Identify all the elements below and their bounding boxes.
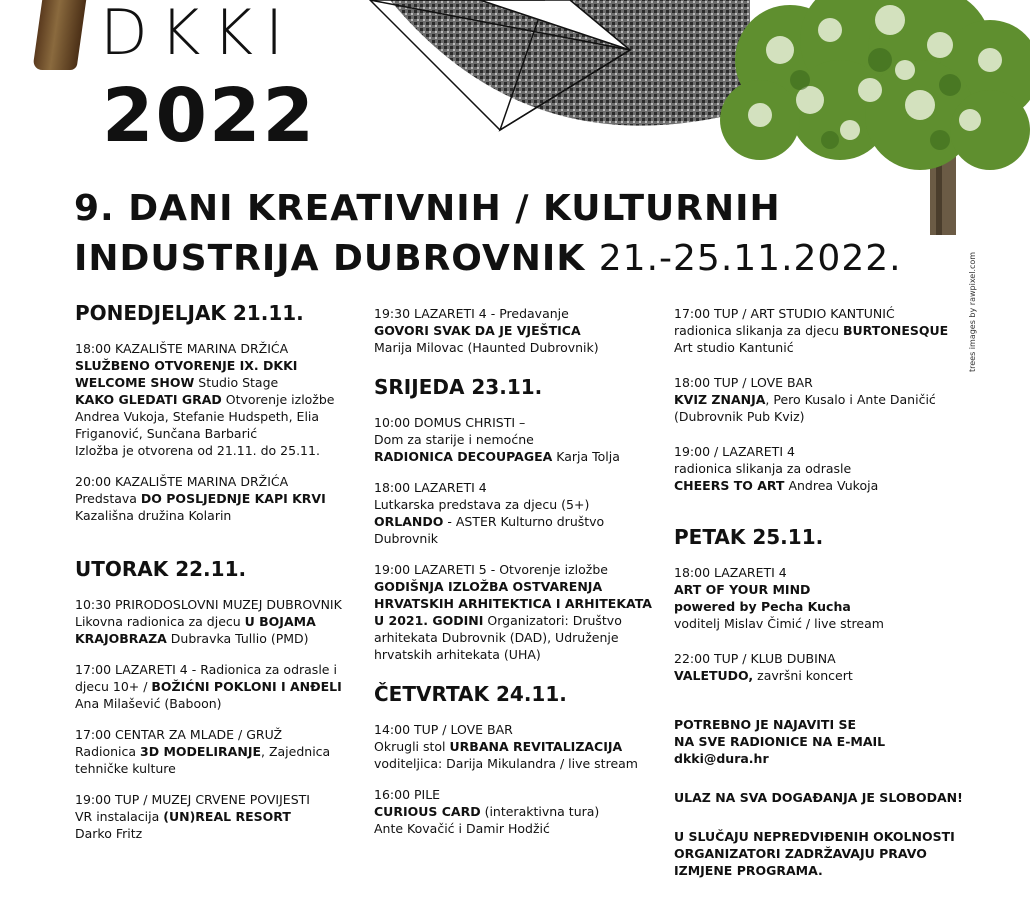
- event-detail: hrvatskih arhitekata (UHA): [374, 647, 541, 662]
- event-line: [374, 448, 664, 465]
- event-line: [374, 612, 664, 629]
- free-entry-notice: ULAZ NA SVA DOGAĐANJA JE SLOBODAN!: [674, 790, 963, 805]
- event-time-venue: 18:00 LAZARETI 4: [674, 565, 787, 580]
- event-title: KRAJOBRAZA: [75, 631, 167, 646]
- event-line: [674, 477, 964, 494]
- event-detail: Ana Milašević (Baboon): [75, 696, 222, 711]
- event-time-venue: 10:30 PRIRODOSLOVNI MUZEJ DUBROVNIK: [75, 597, 342, 612]
- event-time-venue: 14:00 TUP / LOVE BAR: [374, 722, 513, 737]
- event-time-venue: 19:00 / LAZARETI 4: [674, 444, 795, 459]
- geometric-collage-illustration: [330, 0, 750, 160]
- event-title: BOŽIĆNI POKLONI I ANĐELI: [151, 679, 342, 694]
- event-detail: arhitekata Dubrovnik (DAD), Udruženje: [374, 630, 619, 645]
- event-detail: Organizatori: Društvo: [483, 613, 622, 628]
- event-detail: Likovna radionica za djecu: [75, 614, 245, 629]
- event-time-venue: 18:00 TUP / LOVE BAR: [674, 375, 813, 390]
- event-title: U 2021. GODINI: [374, 613, 484, 628]
- event-item: [674, 650, 964, 684]
- contact-email: dkki@dura.hr: [674, 751, 769, 766]
- event-detail: Otvorenje izložbe: [221, 392, 335, 407]
- event-detail: Friganović, Sunčana Barbarić: [75, 426, 258, 441]
- event-line: [75, 678, 365, 695]
- event-detail: Ante Kovačić i Damir Hodžić: [374, 821, 550, 836]
- event-time-venue: 19:30 LAZARETI 4 - Predavanje: [374, 306, 569, 321]
- event-title: 3D MODELIRANJE: [140, 744, 262, 759]
- event-time-venue: 17:00 LAZARETI 4 - Radionica za odrasle i: [75, 662, 337, 677]
- notice-line: ORGANIZATORI ZADRŽAVAJU PRAVO: [674, 846, 927, 861]
- event-detail: Radionica: [75, 744, 141, 759]
- event-title: ART OF YOUR MIND: [674, 582, 811, 597]
- event-line: [75, 391, 365, 408]
- event-line: [674, 322, 964, 339]
- day-heading: PONEDJELJAK 21.11.: [75, 301, 304, 325]
- event-item: [75, 473, 365, 524]
- day-heading: UTORAK 22.11.: [75, 557, 247, 581]
- day-heading: SRIJEDA 23.11.: [374, 375, 543, 399]
- event-title: KAKO GLEDATI GRAD: [75, 392, 222, 407]
- event-detail: Izložba je otvorena od 21.11. do 25.11.: [75, 443, 320, 458]
- event-item: [674, 443, 964, 494]
- headline: [74, 184, 902, 284]
- event-time-venue: 17:00 TUP / ART STUDIO KANTUNIĆ: [674, 306, 895, 321]
- event-line: [75, 613, 365, 630]
- event-detail: (interaktivna tura): [480, 804, 600, 819]
- event-title: WELCOME SHOW: [75, 375, 195, 390]
- event-detail: Lutkarska predstava za djecu (5+): [374, 497, 590, 512]
- notice-line: IZMJENE PROGRAMA.: [674, 863, 823, 878]
- event-detail: Andrea Vukoja, Stefanie Hudspeth, Elia: [75, 409, 320, 424]
- event-item: [75, 596, 365, 647]
- event-detail: Darko Fritz: [75, 826, 143, 841]
- event-detail: Studio Stage: [194, 375, 279, 390]
- event-line: [374, 513, 664, 530]
- logo-year: 2022: [102, 73, 316, 159]
- event-item: [374, 479, 664, 547]
- event-detail: radionica slikanja za odrasle: [674, 461, 852, 476]
- event-detail: Dubrovnik: [374, 531, 439, 546]
- event-item: [674, 305, 964, 356]
- event-item: [374, 721, 664, 772]
- event-detail: završni koncert: [753, 668, 853, 683]
- event-item: [75, 340, 365, 459]
- event-time-venue: 19:00 LAZARETI 5 - Otvorenje izložbe: [374, 562, 608, 577]
- event-line: [674, 391, 964, 408]
- program-change-notice: [674, 828, 964, 879]
- event-detail: djecu 10+ /: [75, 679, 152, 694]
- event-line: [374, 738, 664, 755]
- headline-dates: 21.-25.11.2022.: [598, 238, 902, 279]
- event-line: [75, 630, 365, 647]
- tree-trunk-illustration: [32, 0, 87, 70]
- program-column-2: [374, 305, 664, 851]
- registration-notice: [674, 716, 964, 767]
- event-title: HRVATSKIH ARHITEKTICA I ARHITEKATA: [374, 596, 652, 611]
- headline-city: INDUSTRIJA DUBROVNIK: [74, 238, 586, 279]
- event-title: DO POSLJEDNJE KAPI KRVI: [140, 491, 326, 506]
- event-detail: Dom za starije i nemoćne: [374, 432, 534, 447]
- event-item: [374, 305, 664, 356]
- event-title: VALETUDO,: [674, 668, 754, 683]
- event-title: CURIOUS CARD: [374, 804, 481, 819]
- event-time-venue: 22:00 TUP / KLUB DUBINA: [674, 651, 836, 666]
- event-time-venue: 16:00 PILE: [374, 787, 441, 802]
- event-detail: (Dubrovnik Pub Kviz): [674, 409, 805, 424]
- event-item: [75, 661, 365, 712]
- image-credit: trees images by rawpixel.com: [968, 251, 977, 372]
- event-title: SLUŽBENO OTVORENJE IX. DKKI: [75, 358, 298, 373]
- event-detail: Okrugli stol: [374, 739, 450, 754]
- day-heading: PETAK 25.11.: [674, 525, 824, 549]
- day-heading: ČETVRTAK 24.11.: [374, 682, 567, 706]
- event-title: powered by Pecha Kucha: [674, 599, 851, 614]
- event-detail: voditelj Mislav Čimić / live stream: [674, 616, 884, 631]
- event-time-venue: 17:00 CENTAR ZA MLADE / GRUŽ: [75, 727, 283, 742]
- event-detail: radionica slikanja za djecu: [674, 323, 843, 338]
- event-detail: Marija Milovac (Haunted Dubrovnik): [374, 340, 599, 355]
- event-line: [75, 743, 365, 760]
- event-item: [674, 374, 964, 425]
- headline-line-1: 9. DANI KREATIVNIH / KULTURNIH: [74, 188, 781, 229]
- event-title: GODIŠNJA IZLOŽBA OSTVARENJA: [374, 579, 603, 594]
- event-title: U BOJAMA: [244, 614, 316, 629]
- event-detail: Dubravka Tullio (PMD): [166, 631, 309, 646]
- event-title: (UN)REAL RESORT: [163, 809, 291, 824]
- event-detail: - ASTER Kulturno društvo: [443, 514, 605, 529]
- event-title: CHEERS TO ART: [674, 478, 785, 493]
- event-time-venue: 19:00 TUP / MUZEJ CRVENE POVIJESTI: [75, 792, 310, 807]
- event-time-venue: 18:00 KAZALIŠTE MARINA DRŽIĆA: [75, 341, 289, 356]
- event-title: ORLANDO: [374, 514, 444, 529]
- event-title: URBANA REVITALIZACIJA: [449, 739, 623, 754]
- event-item: [674, 564, 964, 632]
- headline-line-2: [74, 234, 902, 284]
- notice-line: NA SVE RADIONICE NA E-MAIL: [674, 734, 886, 749]
- event-item: [374, 561, 664, 663]
- event-detail: tehničke kulture: [75, 761, 176, 776]
- program-column-1: [75, 300, 365, 856]
- event-detail: Art studio Kantunić: [674, 340, 794, 355]
- event-detail: Karja Tolja: [552, 449, 620, 464]
- event-line: [75, 490, 365, 507]
- event-item: [374, 786, 664, 837]
- event-detail: VR instalacija: [75, 809, 164, 824]
- event-title: KVIZ ZNANJA: [674, 392, 766, 407]
- event-item: [75, 791, 365, 842]
- program-column-3: [674, 305, 964, 901]
- event-title: GOVORI SVAK DA JE VJEŠTICA: [374, 323, 581, 338]
- event-line: [374, 803, 664, 820]
- event-item: [75, 726, 365, 777]
- event-item: [374, 414, 664, 465]
- event-detail: Andrea Vukoja: [784, 478, 879, 493]
- event-title: BURTONESQUE: [842, 323, 949, 338]
- event-time-venue: 18:00 LAZARETI 4: [374, 480, 487, 495]
- event-line: [75, 808, 365, 825]
- event-line: [75, 374, 365, 391]
- event-line: [674, 667, 964, 684]
- notice-line: U SLUČAJU NEPREDVIĐENIH OKOLNOSTI: [674, 829, 955, 844]
- notice-line: POTREBNO JE NAJAVITI SE: [674, 717, 856, 732]
- event-title: RADIONICA DECOUPAGEA: [374, 449, 553, 464]
- logo-acronym: DKKI: [100, 0, 296, 69]
- event-detail: , Pero Kusalo i Ante Daničić: [765, 392, 936, 407]
- event-detail: Predstava: [75, 491, 141, 506]
- event-detail: Kazališna družina Kolarin: [75, 508, 232, 523]
- event-time-venue: 20:00 KAZALIŠTE MARINA DRŽIĆA: [75, 474, 289, 489]
- event-time-venue: 10:00 DOMUS CHRISTI –: [374, 415, 526, 430]
- event-detail: voditeljica: Darija Mikulandra / live stream: [374, 756, 638, 771]
- event-detail: , Zajednica: [261, 744, 331, 759]
